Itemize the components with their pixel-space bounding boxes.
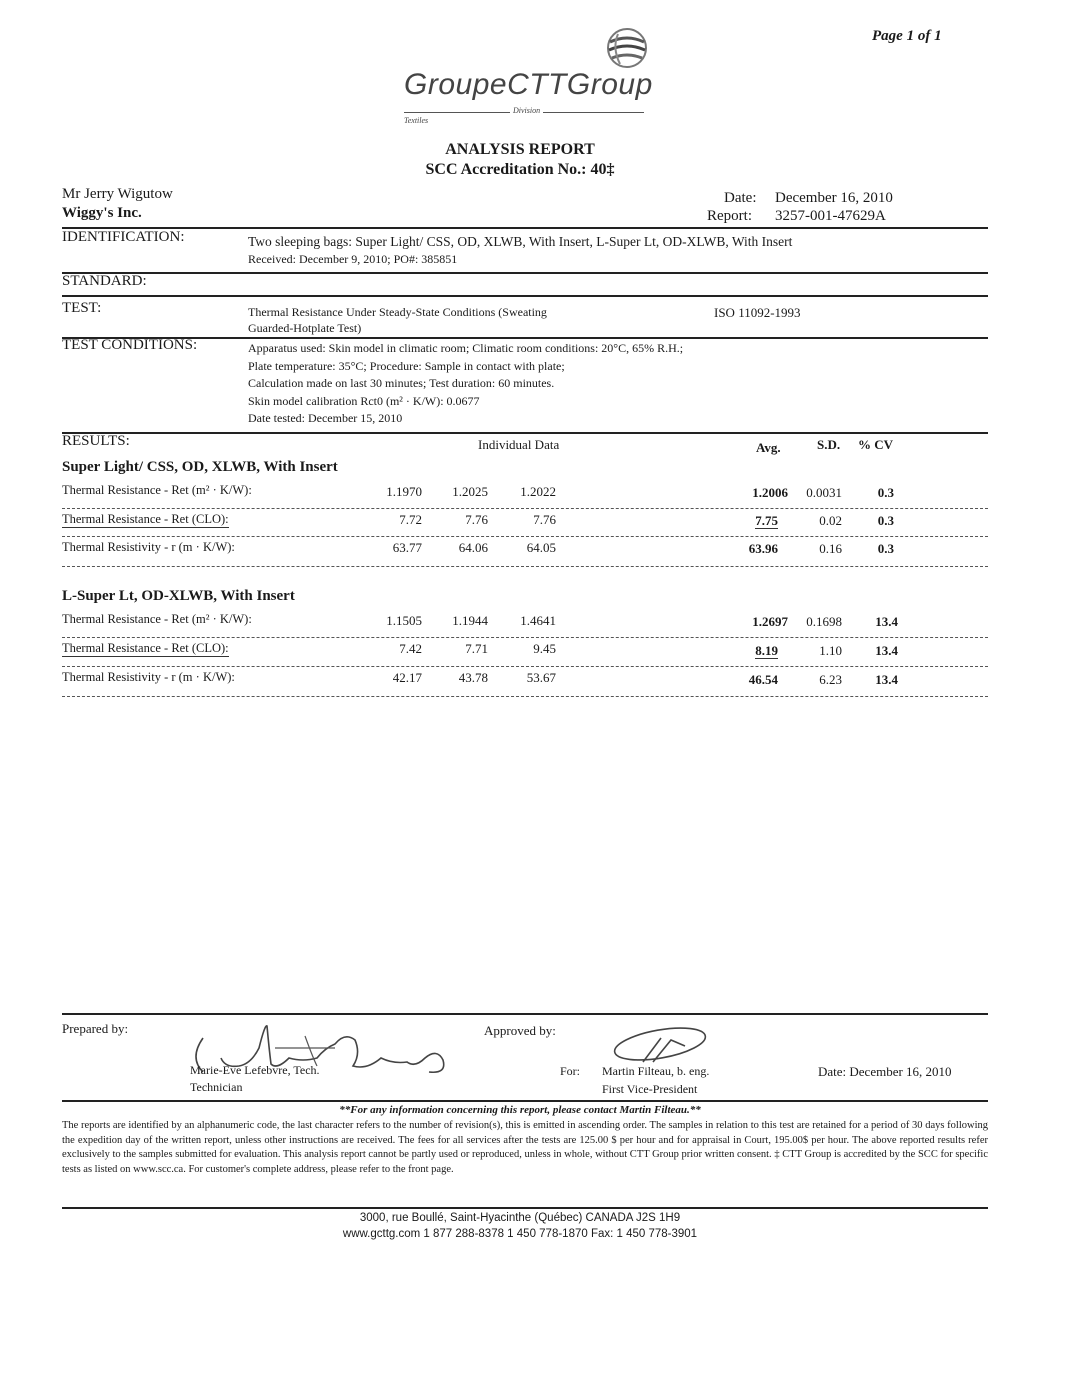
cv-value: 13.4 xyxy=(875,672,898,687)
individual-value: 1.1944 xyxy=(452,613,488,628)
test-condition-line: Plate temperature: 35°C; Procedure: Sample in contact with plate; xyxy=(248,358,565,373)
individual-value: 7.76 xyxy=(465,512,488,527)
avg-value: 46.54 xyxy=(748,672,778,687)
individual-value: 42.17 xyxy=(392,670,422,685)
individual-value: 64.05 xyxy=(526,540,556,555)
row-divider xyxy=(62,508,988,509)
avg-value xyxy=(718,643,778,659)
avg-value-text: 8.19 xyxy=(755,643,778,658)
cv-value: 0.3 xyxy=(877,513,894,528)
sample-name: L-Super Lt, OD-XLWB, With Insert xyxy=(62,588,295,604)
globe-logo-icon xyxy=(604,26,650,70)
test-description-line1: Thermal Resistance Under Steady-State Conditions (Sweating xyxy=(248,305,547,319)
for-label: For: xyxy=(560,1064,581,1078)
prepared-by-label: Prepared by: xyxy=(62,1021,129,1036)
individual-value: 64.06 xyxy=(458,540,488,555)
individual-value: 1.1970 xyxy=(386,484,422,499)
avg-value: 1.2006 xyxy=(752,485,788,500)
identification-received: Received: December 9, 2010; PO#: 385851 xyxy=(248,252,458,266)
individual-value: 1.4641 xyxy=(520,613,556,628)
avg-header: Avg. xyxy=(756,440,781,455)
cv-value: 13.4 xyxy=(875,643,898,658)
divider xyxy=(62,1207,988,1209)
sd-value: 0.1698 xyxy=(806,614,842,629)
row-label: Thermal Resistance - Ret (CLO): xyxy=(62,641,229,655)
technician-title: Technician xyxy=(190,1080,243,1094)
contact-note: **For any information concerning this report, please contact Martin Filteau.** xyxy=(339,1104,701,1116)
row-divider xyxy=(62,666,988,667)
test-condition-line: Date tested: December 15, 2010 xyxy=(248,411,403,425)
cv-header: % CV xyxy=(858,437,894,452)
sd-value: 0.16 xyxy=(819,541,842,556)
individual-value: 53.67 xyxy=(526,670,556,685)
approved-by-label: Approved by: xyxy=(484,1023,556,1038)
row-label: Thermal Resistivity - r (m · K/W): xyxy=(62,540,235,554)
approver-title: First Vice-President xyxy=(602,1082,698,1096)
row-label: Thermal Resistivity - r (m · K/W): xyxy=(62,670,235,684)
report-number-label: Report: xyxy=(707,208,752,224)
identification-label: IDENTIFICATION: xyxy=(62,229,185,245)
approver-signature-icon xyxy=(605,1022,715,1068)
report-number: 3257-001-47629A xyxy=(775,208,886,224)
sd-value: 0.02 xyxy=(819,513,842,528)
row-label: Thermal Resistance - Ret (m² · K/W): xyxy=(62,612,252,626)
individual-value: 1.1505 xyxy=(386,613,422,628)
individual-value: 9.45 xyxy=(533,641,556,656)
individual-value: 7.72 xyxy=(399,512,422,527)
divider xyxy=(62,272,988,274)
sample-name: Super Light/ CSS, OD, XLWB, With Insert xyxy=(62,459,338,475)
avg-value: 1.2697 xyxy=(752,614,788,629)
results-label: RESULTS: xyxy=(62,433,130,449)
individual-value: 7.71 xyxy=(465,641,488,656)
cv-value: 0.3 xyxy=(877,485,894,500)
row-divider xyxy=(62,536,988,537)
divider xyxy=(62,295,988,297)
company-contact: www.gcttg.com 1 877 288-8378 1 450 778-1870 Fax: 1 450 778-3901 xyxy=(342,1228,698,1240)
divider xyxy=(62,227,988,229)
individual-value: 1.2025 xyxy=(452,484,488,499)
accreditation-number: SCC Accreditation No.: 40‡ xyxy=(425,161,615,178)
sd-value: 6.23 xyxy=(819,672,842,687)
client-name: Mr Jerry Wigutow xyxy=(62,186,173,202)
avg-value: 63.96 xyxy=(748,541,778,556)
test-condition-line: Skin model calibration Rct0 (m² · K/W): 0.0677 xyxy=(248,393,480,408)
avg-value xyxy=(718,513,778,529)
date-label: Date: xyxy=(724,190,757,206)
logo-subtitle: Textiles xyxy=(404,116,429,125)
avg-value-text: 7.75 xyxy=(755,513,778,528)
row-label: Thermal Resistance - Ret (CLO): xyxy=(62,512,229,526)
approval-date: Date: December 16, 2010 xyxy=(818,1064,952,1079)
test-conditions-block xyxy=(248,340,683,428)
test-label: TEST: xyxy=(62,300,102,316)
divider xyxy=(62,337,988,339)
cv-value: 13.4 xyxy=(875,614,898,629)
approver-name: Martin Filteau, b. eng. xyxy=(602,1064,710,1078)
row-divider xyxy=(62,637,988,638)
test-standard-reference: ISO 11092-1993 xyxy=(714,305,801,320)
test-condition-line: Calculation made on last 30 minutes; Test duration: 60 minutes. xyxy=(248,376,555,390)
individual-data-header: Individual Data xyxy=(478,437,560,452)
row-divider xyxy=(62,566,988,567)
individual-value: 7.76 xyxy=(533,512,556,527)
company-logo-text: GroupeCTTGroup xyxy=(404,68,653,101)
disclaimer-text: The reports are identified by an alphanumeric code, the last character refers to the number of revision(s), this is emitted in ascending order. The samples in relation to this test are retained for a period of 30 days following the expedition day of the written report, unless other instructions are received. The fees for all services after the tests are 125.00 $ per hour and for appraisal in Court, 195.00$ per hour. The above reported results refer exclusively to the samples submitted for evaluation. This analysis report cannot be partly used or reproduced, unless in whole, without CTT Group prior written consent. ‡ CTT Group is accredited by the SCC for specific tests as listed on www.scc.ca. For customer's complete address, please refer to the front page. xyxy=(62,1120,988,1175)
divider xyxy=(62,1100,988,1102)
identification-description: Two sleeping bags: Super Light/ CSS, OD, XLWB, With Insert, L-Super Lt, OD-XLWB, With Insert xyxy=(248,234,793,249)
individual-value: 63.77 xyxy=(392,540,422,555)
sd-value: 1.10 xyxy=(819,643,842,658)
report-title: ANALYSIS REPORT xyxy=(445,141,595,158)
sd-value: 0.0031 xyxy=(806,485,842,500)
logo-division-label: Division xyxy=(510,106,543,115)
divider xyxy=(62,1013,988,1015)
test-conditions-label: TEST CONDITIONS: xyxy=(62,337,198,353)
sd-header: S.D. xyxy=(817,437,841,452)
row-divider xyxy=(62,696,988,697)
row-label: Thermal Resistance - Ret (m² · K/W): xyxy=(62,483,252,497)
client-company: Wiggy's Inc. xyxy=(62,205,142,221)
individual-value: 43.78 xyxy=(458,670,488,685)
company-address: 3000, rue Boullé, Saint-Hyacinthe (Québec) CANADA J2S 1H9 xyxy=(359,1212,681,1224)
divider xyxy=(62,432,988,434)
page-number: Page 1 of 1 xyxy=(872,28,942,44)
report-date: December 16, 2010 xyxy=(775,190,893,206)
cv-value: 0.3 xyxy=(877,541,894,556)
individual-value: 1.2022 xyxy=(520,484,556,499)
test-description-line2: Guarded-Hotplate Test) xyxy=(248,321,362,335)
individual-value: 7.42 xyxy=(399,641,422,656)
standard-label: STANDARD: xyxy=(62,273,147,289)
test-condition-line: Apparatus used: Skin model in climatic room; Climatic room conditions: 20°C, 65% R.H.; xyxy=(248,341,684,355)
technician-name: Marie-Eve Lefebvre, Tech. xyxy=(190,1063,320,1077)
